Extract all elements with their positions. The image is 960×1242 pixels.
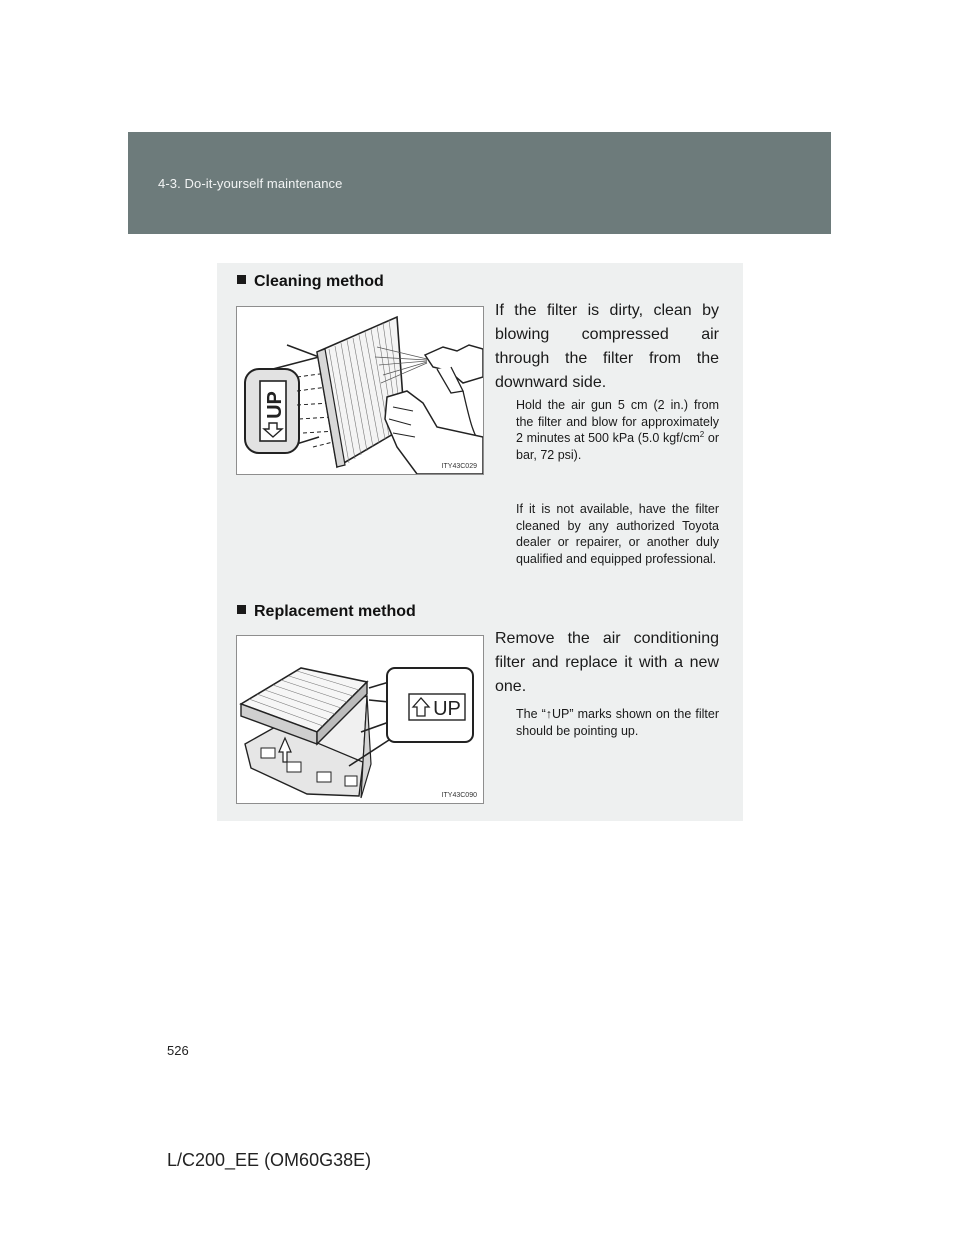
filter-housing-drawing xyxy=(237,636,483,803)
up-mark-label: UP xyxy=(264,391,286,419)
manual-code: L/C200_EE (OM60G38E) xyxy=(167,1150,372,1170)
figure-code: ITY43C029 xyxy=(441,463,477,470)
cleaning-heading: Cleaning method xyxy=(237,273,384,291)
cleaning-main-text: If the filter is dirty, clean by blowing compressed air through the filter from the downward side. xyxy=(495,302,719,391)
section-header-bar xyxy=(128,132,831,234)
replacement-note: The “↑UP” marks shown on the filter should be pointing up. xyxy=(516,707,719,738)
square-bullet-icon xyxy=(237,605,246,614)
air-gun-filter-drawing xyxy=(237,307,483,474)
cleaning-note-1: Hold the air gun 5 cm (2 in.) from the filter and blow for approximately 2 minutes at 500 kPa (5.0 kgf/$cm^2$ or bar, 72 psi). xyxy=(516,398,719,462)
cleaning-note-2: If it is not available, have the filter cleaned by any authorized Toyota dealer or repairer, or another duly qualified and equipped professional. xyxy=(516,502,719,566)
square-bullet-icon xyxy=(237,275,246,284)
section-title: 4-3. Do-it-yourself maintenance xyxy=(158,176,343,191)
content-panel xyxy=(217,263,743,821)
replacement-main-text: Remove the air conditioning filter and replace it with a new one. xyxy=(495,630,719,695)
page-number: 526 xyxy=(167,1043,189,1058)
figure-code: ITY43C090 xyxy=(441,792,477,799)
up-mark-label: UP xyxy=(433,698,461,720)
replacement-illustration xyxy=(236,635,484,804)
replacement-heading: Replacement method xyxy=(237,603,416,621)
cleaning-illustration xyxy=(236,306,484,475)
